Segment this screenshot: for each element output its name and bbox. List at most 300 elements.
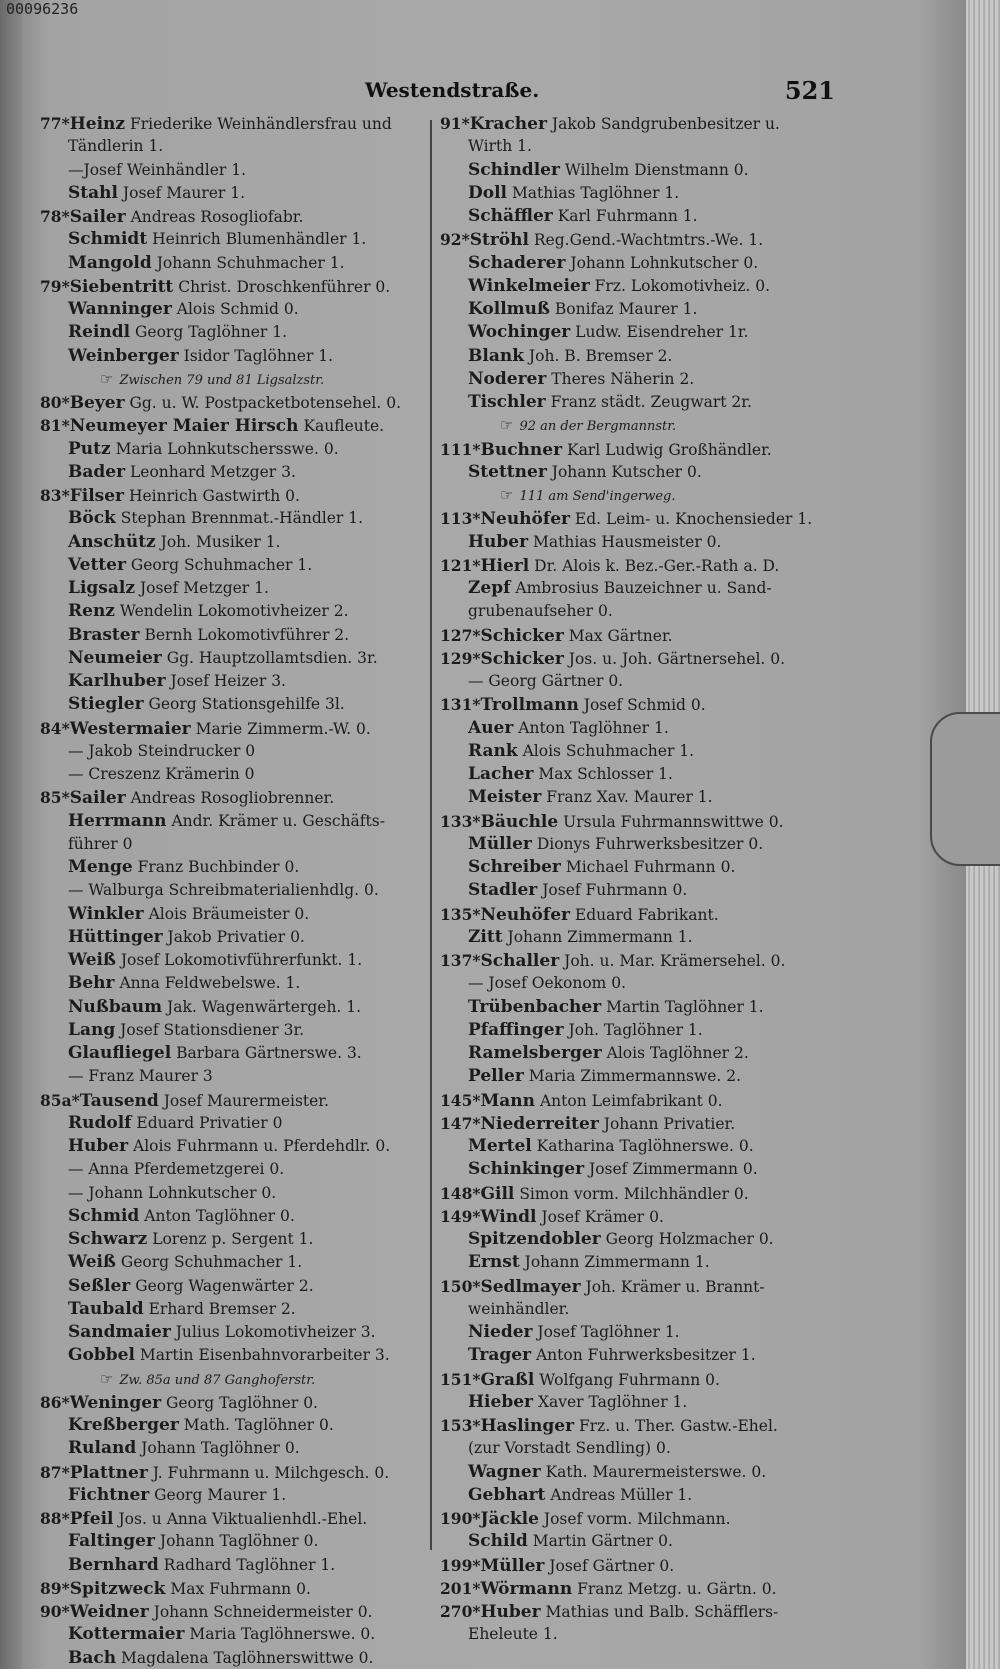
resident-details: Josef Taglöhner 1. bbox=[537, 1323, 680, 1341]
directory-entry bbox=[40, 252, 420, 275]
resident-surname: Vetter bbox=[68, 554, 126, 575]
resident-surname: Niederreiter bbox=[480, 1113, 599, 1134]
house-number: 89* bbox=[40, 1578, 70, 1598]
directory-entry bbox=[40, 1391, 420, 1414]
continuation-text: grubenaufseher 0. bbox=[468, 602, 613, 621]
house-number: 92* bbox=[440, 230, 470, 250]
directory-entry bbox=[40, 1089, 420, 1112]
resident-details: Jakob Privatier 0. bbox=[167, 927, 305, 946]
directory-entry bbox=[440, 205, 835, 228]
resident-details: Julius Lokomotivheizer 3. bbox=[175, 1323, 376, 1341]
continuation-text: führer 0 bbox=[68, 834, 133, 853]
house-number: 145* bbox=[440, 1090, 481, 1110]
resident-details: Josef Gärtner 0. bbox=[549, 1556, 675, 1575]
resident-details: Heinrich Gastwirth 0. bbox=[128, 487, 300, 505]
resident-details: Gg. u. W. Postpacketbotensehel. 0. bbox=[129, 394, 402, 412]
section-note bbox=[440, 484, 835, 507]
note-text: Zwischen 79 und 81 Ligsalzstr. bbox=[119, 372, 325, 388]
directory-entry bbox=[40, 810, 420, 833]
directory-entry bbox=[440, 1391, 835, 1414]
directory-entry bbox=[440, 554, 835, 577]
continuation-text: weinhändler. bbox=[468, 1299, 570, 1318]
resident-details: Johann Privatier. bbox=[603, 1114, 736, 1133]
section-note bbox=[40, 1368, 420, 1391]
entry-continuation bbox=[40, 1158, 420, 1181]
resident-surname: Menge bbox=[68, 857, 133, 877]
directory-entry bbox=[40, 1321, 420, 1344]
entry-continuation bbox=[440, 1623, 835, 1646]
house-number: 270* bbox=[440, 1602, 481, 1621]
resident-surname: Schmidt bbox=[68, 229, 148, 250]
resident-details: Barbara Gärtnerswe. 3. bbox=[176, 1044, 362, 1062]
house-number: 127* bbox=[440, 625, 481, 645]
resident-surname: Pfaffinger bbox=[468, 1019, 564, 1040]
directory-entry bbox=[40, 577, 420, 600]
directory-entry bbox=[440, 159, 835, 182]
directory-entry bbox=[440, 1019, 835, 1042]
resident-surname: Ligsalz bbox=[68, 578, 135, 598]
directory-entry bbox=[40, 438, 420, 461]
directory-entry bbox=[40, 1647, 420, 1669]
directory-entry bbox=[40, 1228, 420, 1251]
resident-surname: Müller bbox=[480, 1555, 545, 1576]
resident-surname: Sandmaier bbox=[68, 1322, 171, 1342]
resident-surname: Weninger bbox=[69, 1392, 162, 1413]
continuation-text: — Walburga Schreibmaterialienhdlg. 0. bbox=[68, 881, 379, 900]
scan-id: 00096236 bbox=[6, 0, 79, 18]
resident-surname: Schaller bbox=[480, 951, 560, 971]
resident-surname: Reindl bbox=[68, 322, 131, 343]
resident-surname: Weiß bbox=[68, 950, 116, 970]
resident-details: Math. Taglöhner 0. bbox=[183, 1416, 334, 1434]
directory-entry bbox=[440, 1158, 835, 1181]
resident-details: Eduard Fabrikant. bbox=[574, 905, 719, 924]
resident-details: Wolfgang Fuhrmann 0. bbox=[539, 1370, 720, 1389]
house-number: 201* bbox=[440, 1578, 481, 1598]
directory-entry bbox=[40, 531, 420, 554]
resident-details: Mathias Hausmeister 0. bbox=[533, 532, 722, 551]
directory-entry bbox=[440, 252, 835, 275]
resident-details: Joh. Taglöhner 1. bbox=[568, 1020, 703, 1039]
resident-details: Jos. u Anna Viktualienhdl.-Ehel. bbox=[118, 1510, 368, 1528]
resident-surname: Ramelsberger bbox=[468, 1043, 602, 1063]
resident-details: Maria Lohnkutschersswe. 0. bbox=[115, 439, 339, 458]
resident-surname: Neumeyer Maier Hirsch bbox=[69, 416, 299, 437]
resident-surname: Schindler bbox=[468, 159, 560, 180]
directory-entry bbox=[40, 1205, 420, 1228]
resident-surname: Spitzendobler bbox=[468, 1229, 601, 1249]
directory-entry bbox=[40, 670, 420, 693]
entry-continuation bbox=[40, 740, 420, 763]
pointing-hand-icon: ☞ bbox=[100, 369, 114, 388]
resident-details: Jakob Sandgrubenbesitzer u. bbox=[551, 115, 780, 133]
directory-entry bbox=[440, 833, 835, 856]
directory-entry bbox=[40, 1554, 420, 1577]
directory-entry bbox=[40, 507, 420, 530]
resident-details: Karl Ludwig Großhändler. bbox=[566, 440, 772, 459]
resident-surname: Seßler bbox=[68, 1275, 131, 1296]
house-number: 121* bbox=[440, 555, 481, 575]
resident-surname: Renz bbox=[68, 601, 115, 622]
resident-details: Georg Schuhmacher 1. bbox=[130, 555, 313, 574]
resident-surname: Huber bbox=[480, 1602, 541, 1622]
resident-details: Josef Metzger 1. bbox=[139, 579, 269, 597]
directory-entry bbox=[40, 1461, 420, 1484]
resident-details: Johann Zimmermann 1. bbox=[507, 927, 693, 946]
resident-surname: Schinkinger bbox=[468, 1159, 585, 1180]
resident-surname: Gebhart bbox=[468, 1484, 546, 1505]
directory-entry bbox=[440, 1321, 835, 1344]
resident-details: Georg Wagenwärter 2. bbox=[135, 1276, 314, 1295]
resident-surname: Sedlmayer bbox=[480, 1276, 581, 1297]
resident-details: Lorenz p. Sergent 1. bbox=[152, 1230, 314, 1248]
house-number: 147* bbox=[440, 1113, 481, 1133]
resident-surname: Fichtner bbox=[68, 1484, 150, 1505]
section-note bbox=[440, 414, 835, 437]
house-number: 129* bbox=[440, 648, 481, 668]
continuation-text: Wirth 1. bbox=[468, 137, 532, 156]
resident-surname: Stiegler bbox=[68, 694, 144, 715]
house-number: 150* bbox=[440, 1276, 481, 1296]
resident-details: Joh. Krämer u. Brannt- bbox=[585, 1277, 765, 1296]
resident-details: Jak. Wagenwärtergeh. 1. bbox=[167, 997, 362, 1016]
house-number: 199* bbox=[440, 1555, 481, 1575]
resident-details: Marie Zimmerm.-W. 0. bbox=[195, 719, 371, 738]
resident-details: J. Fuhrmann u. Milchgesch. 0. bbox=[152, 1463, 390, 1482]
resident-surname: Neumeier bbox=[68, 647, 162, 668]
resident-details: Theres Näherin 2. bbox=[551, 369, 695, 388]
directory-entry bbox=[40, 717, 420, 740]
resident-details: Karl Fuhrmann 1. bbox=[557, 207, 698, 225]
resident-surname: Sailer bbox=[69, 788, 126, 809]
directory-entry bbox=[440, 368, 835, 391]
directory-entry bbox=[40, 949, 420, 972]
directory-entry bbox=[40, 321, 420, 344]
resident-details: Dionys Fuhrwerksbesitzer 0. bbox=[536, 834, 764, 853]
resident-surname: Wagner bbox=[468, 1461, 541, 1482]
resident-surname: Mangold bbox=[68, 252, 152, 273]
directory-entry bbox=[440, 1461, 835, 1484]
directory-entry bbox=[40, 391, 420, 414]
resident-details: Friederike Weinhändlersfrau und bbox=[129, 115, 392, 133]
directory-entry bbox=[40, 1275, 420, 1298]
resident-details: Josef vorm. Milchmann. bbox=[543, 1510, 731, 1528]
resident-details: Joh. u. Mar. Krämersehel. 0. bbox=[564, 952, 786, 970]
directory-entry bbox=[440, 1530, 835, 1553]
entry-continuation bbox=[440, 1298, 835, 1321]
directory-entry bbox=[40, 972, 420, 995]
resident-details: Gg. Hauptzollamtsdien. 3r. bbox=[166, 648, 378, 667]
resident-surname: Behr bbox=[68, 973, 115, 994]
resident-details: Andr. Krämer u. Geschäfts- bbox=[171, 811, 385, 830]
house-number: 80* bbox=[40, 393, 70, 412]
resident-details: Frz. u. Ther. Gastw.-Ehel. bbox=[579, 1417, 778, 1435]
house-number: 91* bbox=[440, 114, 470, 133]
directory-entry bbox=[40, 926, 420, 949]
directory-entry bbox=[440, 345, 835, 368]
resident-surname: Weidner bbox=[69, 1602, 149, 1622]
house-number: 79* bbox=[40, 276, 70, 296]
resident-surname: Kottermaier bbox=[68, 1624, 185, 1645]
resident-details: Mathias Taglöhner 1. bbox=[511, 183, 680, 202]
resident-details: Joh. Musiker 1. bbox=[160, 532, 281, 551]
resident-surname: Hieber bbox=[468, 1391, 533, 1412]
resident-surname: Herrmann bbox=[68, 810, 167, 831]
resident-surname: Lang bbox=[68, 1019, 116, 1040]
directory-entry bbox=[40, 1623, 420, 1646]
resident-details: Wilhelm Dienstmann 0. bbox=[564, 160, 749, 179]
resident-details: Bonifaz Maurer 1. bbox=[554, 300, 698, 318]
directory-entry bbox=[440, 298, 835, 321]
resident-details: Magdalena Taglöhnerswittwe 0. bbox=[121, 1648, 374, 1667]
resident-details: Eduard Privatier 0 bbox=[136, 1113, 283, 1132]
directory-entry bbox=[440, 1577, 835, 1600]
directory-entry bbox=[40, 1298, 420, 1321]
resident-details: Martin Taglöhner 1. bbox=[606, 997, 764, 1016]
resident-details: Johann Schuhmacher 1. bbox=[156, 253, 345, 272]
directory-entry bbox=[40, 345, 420, 368]
house-number: 153* bbox=[440, 1416, 481, 1435]
resident-details: Franz städt. Zeugwart 2r. bbox=[550, 393, 752, 411]
resident-surname: Wochinger bbox=[468, 322, 571, 343]
directory-entry bbox=[440, 391, 835, 414]
entry-continuation bbox=[440, 135, 835, 158]
directory-entry bbox=[440, 1089, 835, 1112]
directory-entry bbox=[40, 1344, 420, 1367]
resident-details: Max Schlosser 1. bbox=[538, 765, 673, 783]
resident-surname: Rudolf bbox=[68, 1112, 132, 1133]
resident-surname: Zitt bbox=[468, 926, 503, 947]
directory-entry bbox=[40, 624, 420, 647]
resident-details: Alois Schuhmacher 1. bbox=[522, 741, 695, 760]
house-number: 84* bbox=[40, 718, 70, 738]
resident-surname: Mann bbox=[480, 1090, 536, 1111]
resident-surname: Beyer bbox=[69, 393, 125, 413]
resident-surname: Gobbel bbox=[68, 1345, 135, 1366]
resident-surname: Trübenbacher bbox=[468, 996, 602, 1017]
entry-continuation bbox=[440, 1437, 835, 1460]
resident-surname: Neuhöfer bbox=[480, 904, 570, 925]
continuation-text: — Josef Oekonom 0. bbox=[468, 974, 627, 993]
resident-surname: Nußbaum bbox=[68, 996, 163, 1017]
directory-entry bbox=[40, 1251, 420, 1274]
resident-surname: Putz bbox=[68, 438, 111, 459]
resident-surname: Karlhuber bbox=[68, 671, 166, 691]
directory-entry bbox=[40, 1414, 420, 1437]
directory-entry bbox=[40, 461, 420, 484]
resident-surname: Buchner bbox=[480, 439, 563, 460]
resident-surname: Wörmann bbox=[480, 1578, 573, 1599]
directory-entry bbox=[40, 182, 420, 205]
resident-details: Ursula Fuhrmannswittwe 0. bbox=[563, 812, 784, 831]
house-number: 85* bbox=[40, 788, 70, 808]
directory-entry bbox=[440, 717, 835, 740]
directory-entry bbox=[40, 600, 420, 623]
directory-entry bbox=[440, 275, 835, 298]
resident-surname: Pfeil bbox=[69, 1509, 114, 1529]
directory-entry bbox=[440, 1135, 835, 1158]
resident-surname: Hüttinger bbox=[68, 926, 163, 947]
resident-surname: Ströhl bbox=[469, 230, 529, 251]
house-number: 131* bbox=[440, 695, 481, 715]
resident-surname: Stadler bbox=[468, 880, 538, 901]
resident-surname: Graßl bbox=[480, 1369, 535, 1390]
resident-surname: Heinz bbox=[69, 114, 126, 134]
directory-entry bbox=[440, 926, 835, 949]
directory-entry bbox=[40, 1042, 420, 1065]
directory-entry bbox=[440, 879, 835, 902]
directory-entry bbox=[40, 1019, 420, 1042]
resident-surname: Gill bbox=[480, 1183, 515, 1204]
resident-surname: Winkler bbox=[68, 903, 144, 924]
continuation-text: — Jakob Steindrucker 0 bbox=[68, 741, 256, 760]
resident-details: Josef Heizer 3. bbox=[170, 672, 286, 690]
resident-details: Wendelin Lokomotivheizer 2. bbox=[119, 602, 349, 621]
resident-surname: Schreiber bbox=[468, 857, 561, 877]
resident-details: Anton Taglöhner 1. bbox=[518, 718, 669, 737]
resident-surname: Meister bbox=[468, 787, 542, 808]
resident-surname: Schmid bbox=[68, 1205, 140, 1226]
house-number: 111* bbox=[440, 439, 481, 459]
directory-entry bbox=[440, 228, 835, 251]
directory-entry bbox=[440, 1251, 835, 1274]
resident-surname: Weiß bbox=[68, 1252, 116, 1273]
resident-surname: Schicker bbox=[480, 648, 564, 669]
continuation-text: (zur Vorstadt Sendling) 0. bbox=[468, 1439, 671, 1458]
resident-surname: Bäuchle bbox=[480, 811, 559, 832]
resident-details: Jos. u. Joh. Gärtnersehel. 0. bbox=[568, 649, 786, 668]
entry-continuation bbox=[40, 879, 420, 902]
resident-surname: Huber bbox=[468, 531, 529, 552]
resident-details: Katharina Taglöhnerswe. 0. bbox=[536, 1137, 754, 1155]
directory-entry bbox=[440, 461, 835, 484]
resident-surname: Huber bbox=[68, 1136, 129, 1156]
resident-details: Georg Taglöhner 1. bbox=[135, 323, 288, 342]
house-number: 90* bbox=[40, 1602, 70, 1621]
binding-fold bbox=[0, 0, 22, 1669]
house-number: 88* bbox=[40, 1509, 70, 1528]
directory-entry bbox=[440, 182, 835, 205]
resident-details: Frz. Lokomotivheiz. 0. bbox=[594, 276, 771, 295]
directory-entry bbox=[440, 531, 835, 554]
resident-details: Andreas Rosogliofabr. bbox=[130, 208, 304, 226]
entry-continuation bbox=[440, 972, 835, 995]
house-number: 87* bbox=[40, 1462, 70, 1482]
resident-details: Michael Fuhrmann 0. bbox=[565, 858, 736, 876]
house-number: 190* bbox=[440, 1509, 481, 1528]
directory-entry bbox=[440, 810, 835, 833]
resident-surname: Spitzweck bbox=[69, 1578, 166, 1599]
directory-entry bbox=[40, 1484, 420, 1507]
resident-details: Dr. Alois k. Bez.-Ger.-Rath a. D. bbox=[534, 556, 780, 575]
resident-details: Josef Maurer 1. bbox=[122, 183, 246, 202]
resident-details: Mathias und Balb. Schäfflers- bbox=[545, 1603, 779, 1621]
directory-entry bbox=[440, 1368, 835, 1391]
continuation-text: — Georg Gärtner 0. bbox=[468, 672, 624, 690]
directory-entry bbox=[440, 1228, 835, 1251]
page-tab bbox=[930, 712, 1000, 866]
resident-surname: Bader bbox=[68, 461, 126, 482]
resident-surname: Trager bbox=[468, 1345, 532, 1366]
resident-details: Alois Taglöhner 2. bbox=[606, 1044, 749, 1062]
resident-surname: Schaderer bbox=[468, 252, 566, 273]
resident-details: Alois Schmid 0. bbox=[176, 300, 299, 318]
house-number: 81* bbox=[40, 416, 70, 436]
house-number: 151* bbox=[440, 1369, 481, 1389]
resident-details: Johann Taglöhner 0. bbox=[159, 1532, 319, 1551]
resident-details: Georg Stationsgehilfe 3l. bbox=[148, 695, 345, 714]
directory-entry bbox=[440, 693, 835, 716]
directory-entry bbox=[440, 507, 835, 530]
resident-surname: Schicker bbox=[480, 625, 564, 646]
resident-details: Johann Schneidermeister 0. bbox=[153, 1603, 373, 1621]
resident-details: Ludw. Eisendreher 1r. bbox=[575, 323, 749, 342]
page-header bbox=[30, 78, 835, 108]
directory-entry bbox=[40, 484, 420, 507]
resident-surname: Kollmuß bbox=[468, 299, 550, 319]
resident-surname: Hierl bbox=[480, 555, 530, 576]
resident-details: Leonhard Metzger 3. bbox=[129, 462, 296, 481]
resident-surname: Anschütz bbox=[68, 531, 156, 552]
resident-details: Bernh Lokomotivführer 2. bbox=[144, 625, 350, 644]
resident-details: Franz Buchbinder 0. bbox=[137, 858, 300, 876]
directory-entry bbox=[440, 996, 835, 1019]
directory-entry bbox=[40, 1135, 420, 1158]
continuation-text: Tändlerin 1. bbox=[68, 137, 164, 156]
resident-details: Martin Eisenbahnvorarbeiter 3. bbox=[139, 1346, 390, 1365]
resident-details: Anton Fuhrwerksbesitzer 1. bbox=[535, 1346, 756, 1365]
house-number: 85a* bbox=[40, 1090, 80, 1110]
continuation-text: —Josef Weinhändler 1. bbox=[68, 160, 247, 179]
resident-surname: Kracher bbox=[469, 114, 547, 134]
directory-entry bbox=[440, 647, 835, 670]
directory-entry bbox=[440, 1414, 835, 1437]
directory-entry bbox=[440, 112, 835, 135]
resident-surname: Westermaier bbox=[69, 718, 191, 739]
directory-entry bbox=[40, 228, 420, 251]
house-number: 86* bbox=[40, 1392, 70, 1412]
resident-surname: Ernst bbox=[468, 1252, 520, 1273]
resident-surname: Stahl bbox=[68, 182, 118, 203]
directory-entry bbox=[440, 740, 835, 763]
resident-surname: Peller bbox=[468, 1066, 524, 1087]
directory-entry bbox=[440, 438, 835, 461]
house-number: 133* bbox=[440, 811, 481, 831]
resident-details: Alois Fuhrmann u. Pferdehdlr. 0. bbox=[133, 1137, 391, 1155]
resident-details: Johann Zimmermann 1. bbox=[524, 1253, 710, 1272]
resident-surname: Blank bbox=[468, 345, 524, 366]
directory-entry bbox=[440, 1344, 835, 1367]
note-text: Zw. 85a und 87 Ganghoferstr. bbox=[119, 1372, 316, 1388]
house-number: 113* bbox=[440, 509, 481, 529]
directory-entry bbox=[440, 1042, 835, 1065]
resident-details: Franz Metzg. u. Gärtn. 0. bbox=[577, 1579, 777, 1598]
resident-surname: Haslinger bbox=[480, 1416, 575, 1436]
directory-entry bbox=[440, 1484, 835, 1507]
entry-continuation bbox=[40, 833, 420, 856]
resident-surname: Nieder bbox=[468, 1322, 533, 1342]
resident-details: Franz Xav. Maurer 1. bbox=[546, 788, 713, 807]
pointing-hand-icon: ☞ bbox=[500, 486, 514, 504]
resident-surname: Doll bbox=[468, 182, 507, 203]
directory-entry bbox=[40, 693, 420, 716]
directory-entry bbox=[40, 205, 420, 228]
directory-entry bbox=[40, 996, 420, 1019]
house-number: 149* bbox=[440, 1206, 481, 1226]
resident-details: Georg Maurer 1. bbox=[154, 1485, 287, 1504]
house-number: 135* bbox=[440, 904, 481, 924]
pointing-hand-icon: ☞ bbox=[100, 1369, 114, 1388]
